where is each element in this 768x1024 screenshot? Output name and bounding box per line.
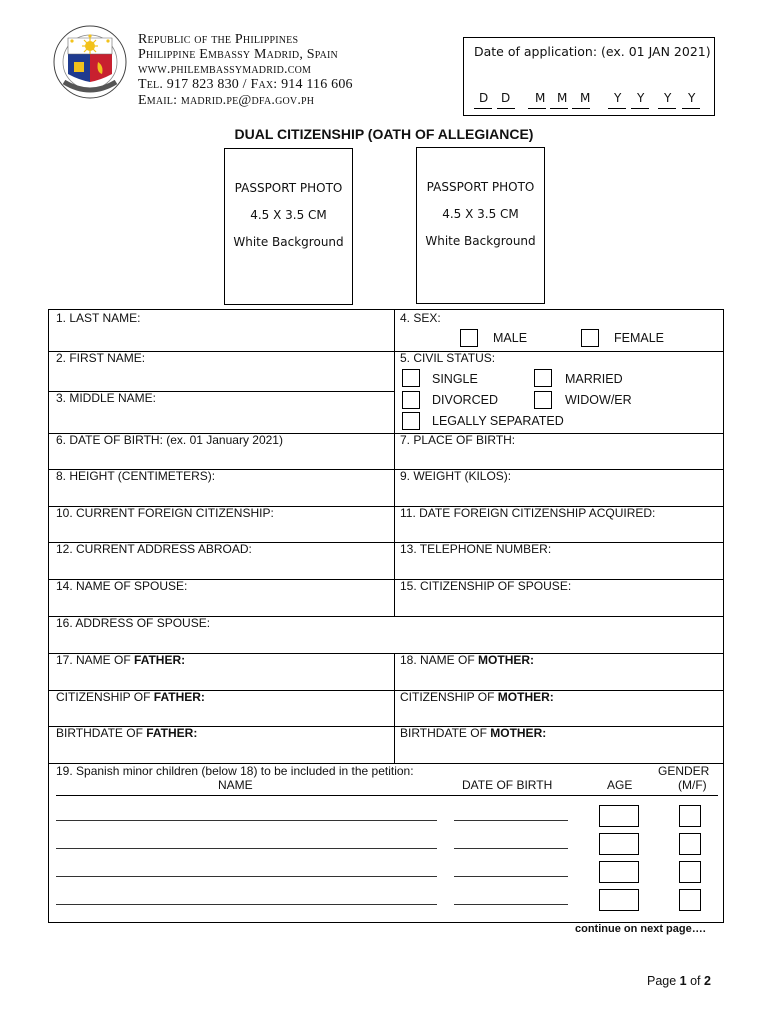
child-dob-line[interactable] bbox=[454, 848, 568, 849]
spouse-name-field[interactable]: 14. NAME OF SPOUSE: bbox=[56, 579, 188, 593]
divorced-checkbox[interactable] bbox=[402, 391, 420, 409]
header-country: Republic of the Philippines bbox=[138, 32, 299, 47]
header-embassy: Philippine Embassy Madrid, Spain bbox=[138, 47, 338, 62]
mother-name-field[interactable] bbox=[400, 653, 534, 667]
date-underline bbox=[528, 108, 546, 109]
column-dob-header: DATE OF BIRTH bbox=[462, 778, 553, 792]
header-phone: Tel. 917 823 830 / Fax: 914 116 606 bbox=[138, 77, 353, 92]
date-underline bbox=[572, 108, 590, 109]
father-name-prefix: 17. NAME OF bbox=[56, 653, 135, 667]
child-age-box[interactable] bbox=[599, 889, 639, 911]
civil-status-label: 5. CIVIL STATUS: bbox=[400, 351, 496, 365]
date-char: M bbox=[535, 91, 546, 105]
single-label: SINGLE bbox=[432, 372, 478, 386]
height-field[interactable]: 8. HEIGHT (CENTIMETERS): bbox=[56, 469, 216, 483]
child-name-line[interactable] bbox=[56, 848, 437, 849]
passport-photo-box-2[interactable] bbox=[416, 147, 545, 304]
widow-checkbox[interactable] bbox=[534, 391, 552, 409]
weight-field[interactable]: 9. WEIGHT (KILOS): bbox=[400, 469, 512, 483]
column-age-header: AGE bbox=[607, 778, 633, 792]
mother-birthdate-bold: MOTHER: bbox=[490, 726, 547, 740]
page-of: of bbox=[686, 974, 704, 988]
column-gender-header: GENDER bbox=[658, 764, 710, 778]
mother-citizenship-prefix: CITIZENSHIP OF bbox=[400, 690, 498, 704]
table-header-rule bbox=[56, 795, 718, 796]
legally-separated-checkbox[interactable] bbox=[402, 412, 420, 430]
father-citizenship-field[interactable] bbox=[56, 690, 205, 704]
father-citizenship-bold: FATHER: bbox=[153, 690, 205, 704]
photo-size: 4.5 X 3.5 CM bbox=[250, 208, 327, 222]
date-underline bbox=[682, 108, 700, 109]
date-char: Y bbox=[614, 91, 622, 105]
spouse-citizenship-field[interactable]: 15. CITIZENSHIP OF SPOUSE: bbox=[400, 579, 572, 593]
mother-birthdate-prefix: BIRTHDATE OF bbox=[400, 726, 491, 740]
date-underline bbox=[497, 108, 515, 109]
father-citizenship-prefix: CITIZENSHIP OF bbox=[56, 690, 154, 704]
middle-name-field[interactable]: 3. MIDDLE NAME: bbox=[56, 391, 157, 405]
date-char: Y bbox=[688, 91, 696, 105]
father-birthdate-bold: FATHER: bbox=[146, 726, 198, 740]
foreign-citizenship-field[interactable]: 10. CURRENT FOREIGN CITIZENSHIP: bbox=[56, 506, 274, 520]
date-underline bbox=[608, 108, 626, 109]
page-prefix: Page bbox=[647, 974, 680, 988]
male-label: MALE bbox=[493, 331, 528, 345]
address-abroad-field[interactable]: 12. CURRENT ADDRESS ABROAD: bbox=[56, 542, 252, 556]
child-dob-line[interactable] bbox=[454, 820, 568, 821]
child-name-line[interactable] bbox=[56, 876, 437, 877]
telephone-field[interactable]: 13. TELEPHONE NUMBER: bbox=[400, 542, 552, 556]
column-gender-sub: (M/F) bbox=[678, 778, 707, 792]
father-name-bold: FATHER: bbox=[134, 653, 186, 667]
child-gender-box[interactable] bbox=[679, 833, 701, 855]
date-underline bbox=[474, 108, 492, 109]
child-gender-box[interactable] bbox=[679, 889, 701, 911]
philippine-seal-icon bbox=[52, 24, 128, 100]
column-divider bbox=[394, 653, 395, 763]
column-divider bbox=[394, 310, 395, 616]
date-char: M bbox=[557, 91, 568, 105]
date-char: M bbox=[580, 91, 591, 105]
first-name-field[interactable]: 2. FIRST NAME: bbox=[56, 351, 146, 365]
married-checkbox[interactable] bbox=[534, 369, 552, 387]
photo-background: White Background bbox=[233, 235, 344, 249]
date-char: D bbox=[501, 91, 511, 105]
application-form bbox=[48, 309, 724, 923]
mother-citizenship-bold: MOTHER: bbox=[497, 690, 554, 704]
last-name-field[interactable]: 1. LAST NAME: bbox=[56, 311, 141, 325]
child-name-line[interactable] bbox=[56, 820, 437, 821]
father-birthdate-prefix: BIRTHDATE OF bbox=[56, 726, 147, 740]
child-gender-box[interactable] bbox=[679, 861, 701, 883]
page-total: 2 bbox=[704, 974, 711, 988]
photo-background: White Background bbox=[425, 234, 536, 248]
child-dob-line[interactable] bbox=[454, 876, 568, 877]
minor-children-label: 19. Spanish minor children (below 18) to be included in the petition: bbox=[56, 764, 414, 778]
date-of-application-box[interactable] bbox=[463, 37, 715, 116]
child-name-line[interactable] bbox=[56, 904, 437, 905]
date-char: Y bbox=[664, 91, 672, 105]
mother-birthdate-field[interactable] bbox=[400, 726, 546, 740]
divorced-label: DIVORCED bbox=[432, 393, 498, 407]
widow-label: WIDOW/ER bbox=[565, 393, 632, 407]
place-of-birth-field[interactable]: 7. PLACE OF BIRTH: bbox=[400, 433, 516, 447]
header-website: www.philembassymadrid.com bbox=[138, 62, 312, 77]
legally-separated-label: LEGALLY SEPARATED bbox=[432, 414, 564, 428]
spouse-address-field[interactable]: 16. ADDRESS OF SPOUSE: bbox=[56, 616, 211, 630]
child-age-box[interactable] bbox=[599, 805, 639, 827]
date-char: D bbox=[479, 91, 489, 105]
passport-photo-box-1[interactable] bbox=[224, 148, 353, 305]
female-checkbox[interactable] bbox=[581, 329, 599, 347]
form-title: DUAL CITIZENSHIP (OATH OF ALLEGIANCE) bbox=[234, 126, 534, 142]
continue-note: continue on next page…. bbox=[575, 923, 706, 935]
female-label: FEMALE bbox=[614, 331, 665, 345]
column-name-header: NAME bbox=[218, 778, 253, 792]
child-gender-box[interactable] bbox=[679, 805, 701, 827]
date-underline bbox=[658, 108, 676, 109]
single-checkbox[interactable] bbox=[402, 369, 420, 387]
male-checkbox[interactable] bbox=[460, 329, 478, 347]
page-current: 1 bbox=[679, 974, 687, 988]
father-birthdate-field[interactable] bbox=[56, 726, 197, 740]
date-underline bbox=[550, 108, 568, 109]
sex-label: 4. SEX: bbox=[400, 311, 441, 325]
child-dob-line[interactable] bbox=[454, 904, 568, 905]
father-name-field[interactable] bbox=[56, 653, 185, 667]
photo-label: PASSPORT PHOTO bbox=[426, 180, 535, 194]
photo-size: 4.5 X 3.5 CM bbox=[442, 207, 519, 221]
date-underline bbox=[631, 108, 649, 109]
page-number bbox=[647, 974, 711, 988]
mother-citizenship-field[interactable] bbox=[400, 690, 554, 704]
date-of-birth-field[interactable]: 6. DATE OF BIRTH: (ex. 01 January 2021) bbox=[56, 433, 283, 447]
date-foreign-citizenship-field[interactable]: 11. DATE FOREIGN CITIZENSHIP ACQUIRED: bbox=[400, 506, 656, 520]
photo-label: PASSPORT PHOTO bbox=[234, 181, 343, 195]
header-email: Email: madrid.pe@dfa.gov.ph bbox=[138, 93, 315, 108]
date-of-application-label: Date of application: (ex. 01 JAN 2021) bbox=[474, 44, 711, 59]
mother-name-bold: MOTHER: bbox=[478, 653, 535, 667]
married-label: MARRIED bbox=[565, 372, 623, 386]
mother-name-prefix: 18. NAME OF bbox=[400, 653, 479, 667]
date-char: Y bbox=[637, 91, 645, 105]
child-age-box[interactable] bbox=[599, 833, 639, 855]
child-age-box[interactable] bbox=[599, 861, 639, 883]
